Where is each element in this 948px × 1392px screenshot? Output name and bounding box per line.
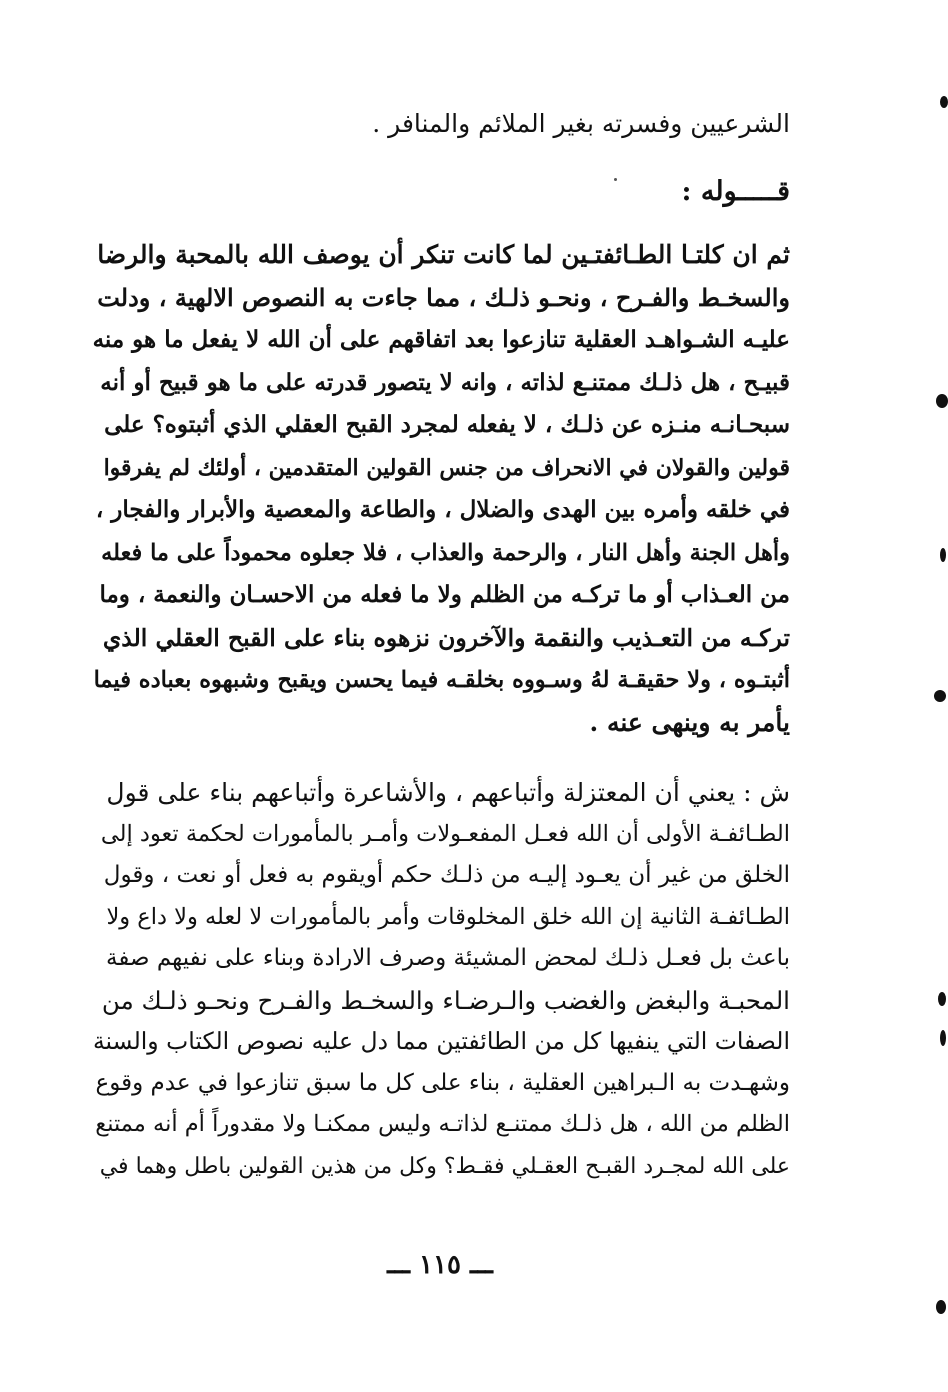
comment-line: على الله لمجـرد القبـح العقـلي فقـط؟ وكل من هذين القولين باطل وهما في: [99, 1153, 790, 1179]
intro-line: الشرعيين وفسرته بغير الملائم والمنافر .: [372, 109, 790, 138]
scan-mark: [934, 690, 946, 702]
comment-line: الصفات التي ينفيها كل من الطائفتين مما دل عليه نصوص الكتاب والسنة: [92, 1027, 790, 1055]
quote-line: سبحـانـه منـزه عن ذلـك ، لا يفعله لمجرد القبح العقلي الذي أثبتوه؟ على: [104, 411, 790, 438]
quote-line: تركـه من التعـذيب والنقمة والآخرون نزهوه بناء على القبح العقلي الذي: [102, 623, 790, 652]
section-heading: قـــــوله :: [681, 176, 790, 207]
quote-line: أثبتـوه ، ولا حقيقـة لهُ وسـووه بخلقـه فيما يحسن ويقبح وشبهوه بعباده فيما: [93, 667, 790, 693]
comment-line: المحبـة والبغض والغضب والـرضـاء والسخـط والفـرح ونحـو ذلـك من: [101, 985, 790, 1015]
scan-mark: [936, 1300, 946, 1314]
quote-line: قبيـح ، هل ذلـك ممتنـع لذاته ، وانه لا يتصور قدرته على ما هو قبيح أو أنه: [100, 368, 790, 396]
comment-line: وشهـدت به الـبراهين العقلية ، بناء على كل ما سبق تنازعوا في عدم وقوع: [95, 1069, 790, 1096]
quote-line: من العـذاب أو ما تركـه من الظلم ولا ما فعله من الاحسـان والنعمة ، وما: [99, 581, 790, 608]
scan-mark: [940, 1030, 946, 1046]
comment-line: الظلم من الله ، هل ذلـك ممتنـع لذاتـه وليس ممكنـا ولا مقدوراً أم أنه ممتنع: [95, 1111, 790, 1137]
quote-line: عليـه الشـواهـد العقلية تنازعوا بعد اتفاقهم على أن الله لا يفعل ما هو منه: [92, 326, 790, 353]
scan-mark: [938, 992, 946, 1006]
quote-line: والسخـط والفـرح ، ونحـو ذلـك ، مما جاءت به النصوص الالهية ، ودلت: [97, 282, 790, 312]
comment-line: الطـائفـة الأولى أن الله فعـل المفعـولات وأمـر بالمأمورات لحكمة تعود إلى: [100, 820, 790, 847]
comment-line: الخلق من غير أن يعـود إليـه من ذلـك حكم أويقوم به فعل أو نعت ، وقول: [103, 862, 790, 888]
quoted-paragraph: [92, 234, 790, 744]
commentary-paragraph: [92, 772, 790, 1187]
quote-line: يأمر به وينهى عنه .: [589, 707, 790, 737]
quote-line: قولين والقولان في الانحراف من جنس القولين المتقدمين ، أولئك لم يفرقوا: [103, 454, 790, 481]
scan-speck: [614, 178, 617, 181]
scan-mark: [940, 548, 946, 562]
comment-line: باعث بل فعـل ذلـك لمحض المشيئة وصرف الارادة وبناء على نفيهم صفة: [106, 945, 790, 971]
page-number: ـــ ١١٥ ـــ: [387, 1250, 493, 1280]
scan-mark: [936, 394, 948, 408]
scan-mark: [940, 96, 948, 108]
quote-line: ثم ان كلتـا الطـائفتـين لما كانت تنكر أن يوصف الله بالمحبة والرضا: [97, 240, 790, 269]
comment-line: ش : يعني أن المعتزلة وأتباعهم ، والأشاعرة وأتباعهم بناء على قول: [106, 778, 790, 807]
quote-line: وأهل الجنة وأهل النار ، والرحمة والعذاب ، فلا جعلوه محموداً على ما فعله: [101, 539, 790, 566]
quote-line: في خلقه وأمره بين الهدى والضلال ، والطاعة والمعصية والأبرار والفجار ،: [95, 496, 790, 523]
comment-line: الطـائفـة الثانية إن الله خلق المخلوقات وأمر بالمأمورات لا لعله ولا داع ولا: [106, 903, 790, 930]
